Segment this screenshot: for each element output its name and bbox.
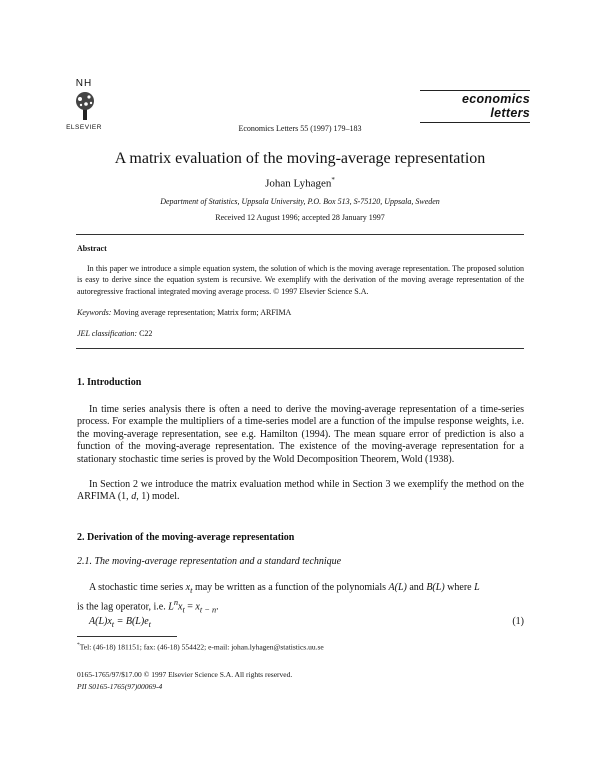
author-footnote-mark: * [331, 176, 335, 184]
s21-text-a: A stochastic time series [89, 582, 186, 593]
author-name: Johan Lyhagen [265, 177, 332, 190]
jel-value: C22 [139, 329, 153, 338]
s21-L: L [474, 582, 480, 593]
brand-rule-top [420, 90, 530, 91]
eq1-lhs-sub: t [111, 620, 115, 629]
journal-brand-line1: economics [461, 92, 530, 106]
eq1-mid: = B(L)e [114, 616, 149, 627]
s21-and: and [406, 582, 427, 593]
eq1-rhs-sub: t [148, 620, 151, 629]
section-2-heading: 2. Derivation of the moving-average representation [77, 532, 295, 543]
jel-line [77, 329, 152, 338]
affiliation: Department of Statistics, Uppsala University, P.O. Box 513, S-75120, Uppsala, Sweden [160, 197, 440, 206]
eq1-lhs: A(L)x [89, 616, 112, 627]
s21-x: x [185, 582, 191, 593]
brand-rule-bottom [420, 122, 530, 123]
s21-t: t [190, 586, 193, 595]
s21-where: where [444, 582, 475, 593]
journal-citation: Economics Letters 55 (1997) 179–183 [238, 124, 362, 133]
abstract-heading: Abstract [77, 244, 107, 253]
section-1-paragraph-2 [77, 479, 524, 504]
footnote-text: Tel: (46-18) 181151; fax: (46-18) 554422; e-mail: johan.lyhagen@statistics.uu.se [79, 642, 324, 652]
abstract-rule-top [76, 234, 524, 235]
section-1-paragraph-1: In time series analysis there is often a need to derive the moving-average representation of a time-series process. For example the multipliers of a time-series model are a function of the impulse response weights, i.e. the moving-average representation, see e.g. Hamilton (1994). The mean square error of prediction is also a function of the moving-average representation. The existence of the moving-average representation for a stationary stochastic time series is proved by the Wold Decomposition Theorem, Wold (1938). [77, 404, 524, 465]
section-1-heading: 1. Introduction [77, 377, 142, 388]
jel-label: JEL classification: [77, 329, 138, 338]
s21-lag-eq: = [184, 601, 196, 613]
equation-1-number: (1) [512, 616, 524, 627]
keywords-line [77, 308, 291, 317]
footnote [77, 642, 324, 652]
s21-lag-t: t [182, 605, 185, 615]
section-2-1-paragraph [77, 582, 524, 617]
keywords-value: Moving average representation; Matrix form; ARFIMA [113, 308, 292, 317]
abstract-rule-bottom [76, 348, 524, 349]
elsevier-tree-logo-icon [72, 90, 98, 120]
journal-brand-line2: letters [490, 106, 530, 120]
journal-brand [420, 92, 530, 120]
s1-p2-text-a: In Section 2 we introduce the matrix evaluation method while in Section 3 we exemplify the method on the ARFIMA (1, [77, 479, 524, 503]
footnote-rule [77, 636, 177, 637]
s21-lag-x2: x [195, 601, 200, 613]
received-dates: Received 12 August 1996; accepted 28 January 1997 [215, 213, 385, 222]
s21-lag-L: L [168, 601, 174, 613]
footnote-mark: * [77, 642, 80, 648]
s21-AL: A(L) [388, 582, 407, 593]
s21-text-b: may be written as a function of the polynomials [192, 582, 389, 593]
keywords-label: Keywords: [77, 308, 112, 317]
s21-end: . [216, 601, 219, 613]
s1-p2-d: d [131, 491, 137, 503]
author-line [0, 176, 600, 190]
s21-BL: B(L) [426, 582, 445, 593]
section-2-1-heading: 2.1. The moving-average representation and a standard technique [77, 556, 342, 567]
publisher-logo-top: NH [75, 78, 93, 89]
s21-lag-n: n [173, 598, 178, 608]
publisher-logo-bottom: ELSEVIER [66, 124, 102, 131]
s1-p2-text-b: , 1) model. [136, 491, 180, 503]
s21-text-c: is the lag operator, i.e. [77, 601, 169, 613]
pii-line: PII S0165-1765(97)00069-4 [77, 682, 163, 691]
copyright-line: 0165-1765/97/$17.00 © 1997 Elsevier Science S.A. All rights reserved. [77, 670, 293, 679]
equation-1 [89, 616, 151, 629]
article-title: A matrix evaluation of the moving-average representation [114, 150, 486, 167]
s21-lag-x: x [177, 601, 183, 613]
s21-lag-tn: t − n [199, 605, 217, 615]
abstract-text: In this paper we introduce a simple equation system, the solution of which is the moving average representation. The proposed solution is easy to derive since the equation system is recursive. We exemplify with the derivation of the moving average representation of the autoregressive fractional integrated moving average process. © 1997 Elsevier Science S.A. [77, 264, 524, 296]
